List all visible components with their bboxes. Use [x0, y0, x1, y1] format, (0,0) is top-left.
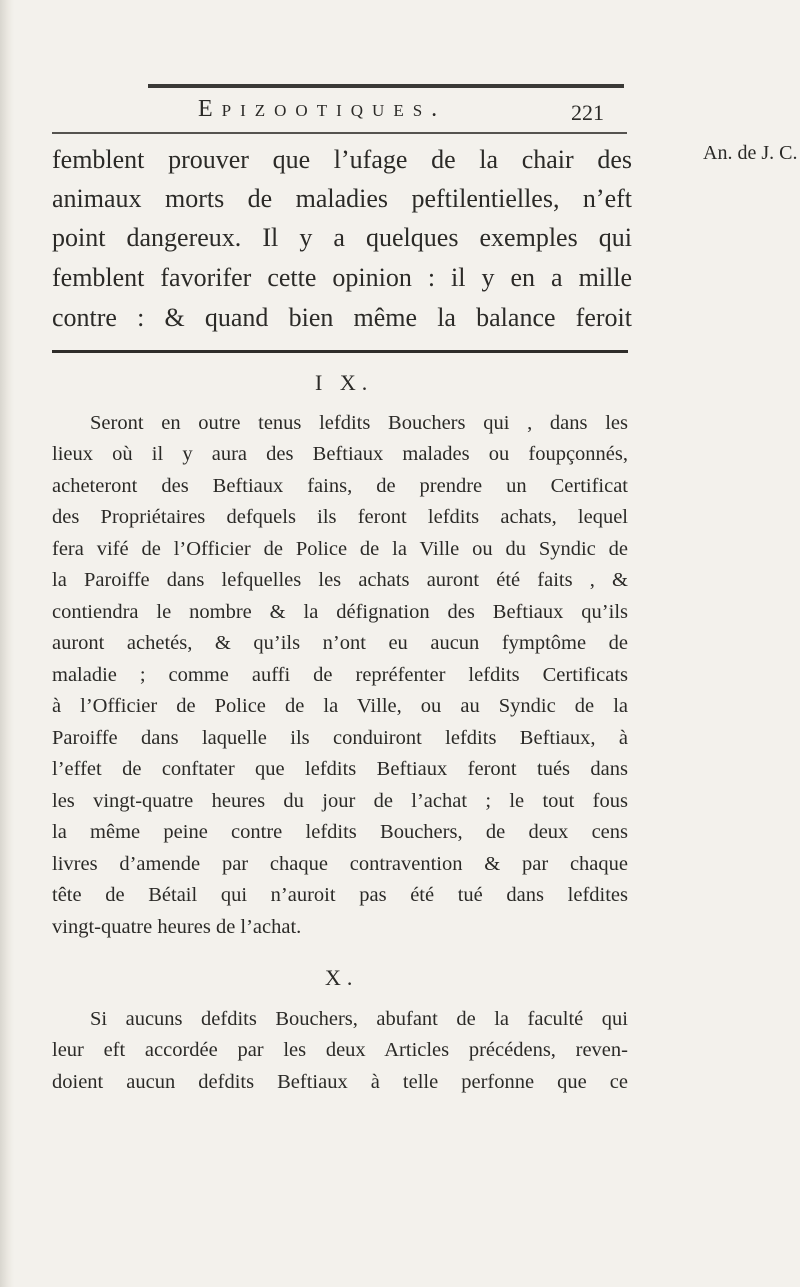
paragraph-line: contre : & quand bien même la balance feroit — [52, 303, 632, 332]
paragraph-line: point dangereux. Il y a quelques exemples qui — [52, 223, 632, 252]
article-line: livres d’amende par chaque contravention & par chaque — [52, 853, 628, 875]
article-line: acheteront des Beftiaux fains, de prendre un Certificat — [52, 475, 628, 497]
article-line: des Propriétaires defquels ils feront lefdits achats, lequel — [52, 506, 628, 528]
section-divider-rule — [52, 350, 628, 353]
paragraph-line: femblent prouver que l’ufage de la chair des — [52, 145, 632, 174]
article-line: vingt-quatre heures de l’achat. — [52, 916, 302, 938]
article-line: auront achetés, & qu’ils n’ont eu aucun fymptôme de — [52, 632, 628, 654]
article-line: contiendra le nombre & la défignation des Beftiaux qu’ils — [52, 601, 628, 623]
top-heavy-rule — [148, 84, 624, 88]
article-line: à l’Officier de Police de la Ville, ou au Syndic de la — [52, 695, 628, 717]
article-line: fera vifé de l’Officier de Police de la Ville ou du Syndic de — [52, 538, 628, 560]
margin-note: An. de J. C. — [703, 142, 798, 164]
article-line: la Paroiffe dans lefquelles les achats auront été faits , & — [52, 569, 628, 591]
section-heading-x: X. — [325, 965, 359, 990]
running-head-title: Epizootiques. — [198, 96, 447, 122]
article-line: les vingt-quatre heures du jour de l’achat ; le tout fous — [52, 790, 628, 812]
article-line: l’effet de conftater que lefdits Beftiaux feront tués dans — [52, 758, 628, 780]
article-line: lieux où il y aura des Beftiaux malades ou foupçonnés, — [52, 443, 628, 465]
article-line: Paroiffe dans laquelle ils conduiront lefdits Beftiaux, à — [52, 727, 628, 749]
section-heading-ix: I X. — [315, 370, 374, 395]
article-line: maladie ; comme auffi de repréfenter lefdits Certificats — [52, 664, 628, 686]
paragraph-line: femblent favorifer cette opinion : il y en a mille — [52, 263, 632, 292]
page-number: 221 — [571, 100, 604, 125]
article-line: la même peine contre lefdits Bouchers, de deux cens — [52, 821, 628, 843]
article-line: leur eft accordée par les deux Articles précédens, reven- — [52, 1039, 628, 1061]
article-line: tête de Bétail qui n’auroit pas été tué dans lefdites — [52, 884, 628, 906]
header-rule — [52, 132, 627, 134]
article-line: Seront en outre tenus lefdits Bouchers qui , dans les — [90, 412, 628, 434]
article-line: doient aucun defdits Beftiaux à telle perfonne que ce — [52, 1071, 628, 1093]
page-gutter-shadow — [0, 0, 14, 1287]
paragraph-line: animaux morts de maladies peftilentielles, n’eft — [52, 184, 632, 213]
article-line: Si aucuns defdits Bouchers, abufant de la faculté qui — [90, 1008, 628, 1030]
